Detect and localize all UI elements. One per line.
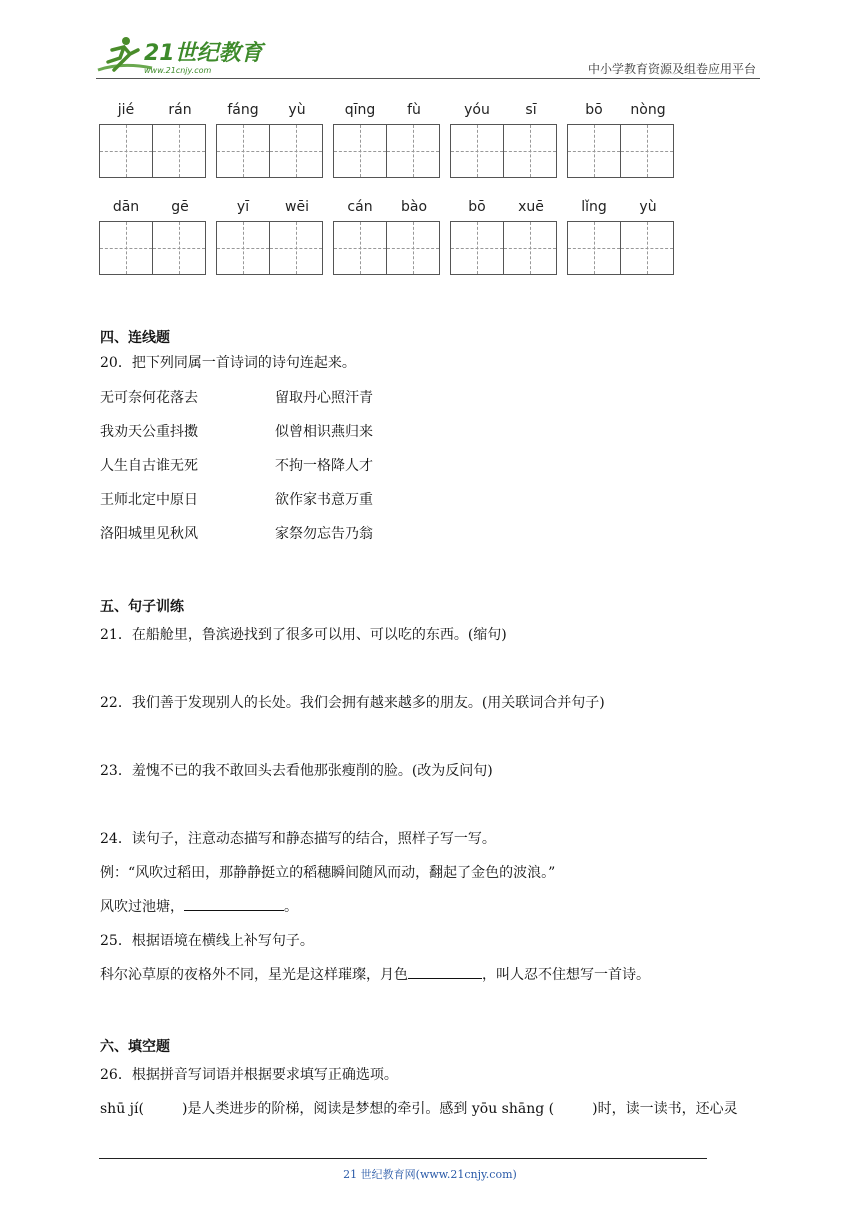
writing-box[interactable] [450, 124, 504, 178]
writing-box[interactable] [387, 124, 440, 178]
pinyin-label: gē [171, 199, 189, 215]
match-right-item[interactable]: 家祭勿忘告乃翁 [275, 526, 373, 542]
question-23: 23．羞愧不已的我不敢回头去看他那张瘦削的脸。(改为反问句) [100, 763, 493, 779]
writing-box[interactable] [621, 124, 674, 178]
question-25-sentence [100, 964, 650, 984]
pinyin-label: qīng [344, 102, 376, 118]
prompt-end: 。 [284, 899, 298, 915]
pinyin-label: yī [236, 199, 250, 215]
match-left-item[interactable]: 人生自古谁无死 [100, 458, 198, 474]
runner-logo-icon [92, 32, 267, 78]
footer-divider [99, 1158, 707, 1159]
pinyin-label: bō [585, 102, 603, 118]
writing-box[interactable] [216, 124, 270, 178]
match-left-item[interactable]: 我劝天公重抖擞 [100, 424, 198, 440]
answer-blank[interactable] [408, 964, 482, 979]
question-26: 26．根据拼音写词语并根据要求填写正确选项。 [100, 1067, 398, 1083]
pinyin-label: fù [407, 102, 421, 118]
pinyin-label: bào [400, 199, 428, 215]
pinyin-label: lǐng [581, 199, 607, 215]
text-part-b: )是人类进步的阶梯，阅读是梦想的牵引。感到 yōu shāng ( [181, 1101, 555, 1117]
question-26-text [100, 1098, 738, 1118]
writing-box[interactable] [216, 221, 270, 275]
match-right-item[interactable]: 不拘一格降人才 [275, 458, 373, 474]
header-divider [96, 78, 760, 79]
logo-text: 21世纪教育 [144, 41, 263, 66]
question-22: 22．我们善于发现别人的长处。我们会拥有越来越多的朋友。(用关联词合并句子) [100, 695, 605, 711]
section-title-sentences: 五、句子训练 [100, 599, 184, 615]
answer-blank[interactable] [184, 896, 284, 911]
writing-box[interactable] [99, 124, 153, 178]
question-24-prompt [100, 896, 298, 916]
pinyin-label: nòng [630, 102, 666, 118]
text-part-a: shū jí( [100, 1101, 144, 1117]
writing-box[interactable] [621, 221, 674, 275]
question-20: 20．把下列同属一首诗词的诗句连起来。 [100, 355, 356, 371]
pinyin-label: yù [639, 199, 657, 215]
match-left-item[interactable]: 洛阳城里见秋风 [100, 526, 198, 542]
writing-box[interactable] [270, 221, 323, 275]
pinyin-label: jié [117, 102, 135, 118]
writing-box[interactable] [504, 221, 557, 275]
match-left-item[interactable]: 王师北定中原日 [100, 492, 198, 508]
writing-box[interactable] [450, 221, 504, 275]
writing-box[interactable] [153, 221, 206, 275]
sentence-part-b: ，叫人忍不住想写一首诗。 [482, 967, 650, 983]
writing-box[interactable] [567, 221, 621, 275]
pinyin-label: yóu [464, 102, 490, 118]
platform-name: 中小学教育资源及组卷应用平台 [587, 62, 756, 76]
match-right-item[interactable]: 欲作家书意万重 [275, 492, 373, 508]
site-logo [92, 32, 267, 78]
question-25: 25．根据语境在横线上补写句子。 [100, 933, 314, 949]
writing-box[interactable] [99, 221, 153, 275]
writing-box[interactable] [333, 221, 387, 275]
pinyin-label: dān [112, 199, 140, 215]
writing-box[interactable] [270, 124, 323, 178]
question-24: 24．读句子，注意动态描写和静态描写的结合，照样子写一写。 [100, 831, 496, 847]
pinyin-label: xuē [518, 199, 544, 215]
match-right-item[interactable]: 似曾相识燕归来 [275, 424, 373, 440]
writing-box[interactable] [504, 124, 557, 178]
match-right-item[interactable]: 留取丹心照汗青 [275, 390, 373, 406]
writing-box[interactable] [153, 124, 206, 178]
prompt-text: 风吹过池塘， [100, 899, 184, 915]
question-24-example: 例：“风吹过稻田，那静静挺立的稻穗瞬间随风而动，翻起了金色的波浪。” [100, 865, 556, 881]
sentence-part-a: 科尔沁草原的夜格外不同，星光是这样璀璨，月色 [100, 967, 408, 983]
pinyin-label: yù [288, 102, 306, 118]
pinyin-label: fáng [227, 102, 259, 118]
writing-box[interactable] [567, 124, 621, 178]
logo-url: www.21cnjy.com [144, 66, 212, 75]
pinyin-label: bō [468, 199, 486, 215]
footer-site-link[interactable]: 21 世纪教育网(www.21cnjy.com) [343, 1168, 517, 1181]
pinyin-label: rán [168, 102, 192, 118]
writing-box[interactable] [387, 221, 440, 275]
question-21: 21．在船舱里，鲁滨逊找到了很多可以用、可以吃的东西。(缩句) [100, 627, 507, 643]
match-left-item[interactable]: 无可奈何花落去 [100, 390, 198, 406]
section-title-matching: 四、连线题 [100, 330, 170, 346]
pinyin-label: cán [347, 199, 373, 215]
text-part-c: )时，读一读书，还心灵 [592, 1101, 738, 1117]
writing-box[interactable] [333, 124, 387, 178]
section-title-fill-in: 六、填空题 [100, 1039, 170, 1055]
pinyin-label: sī [525, 102, 537, 118]
pinyin-label: wēi [285, 199, 309, 215]
